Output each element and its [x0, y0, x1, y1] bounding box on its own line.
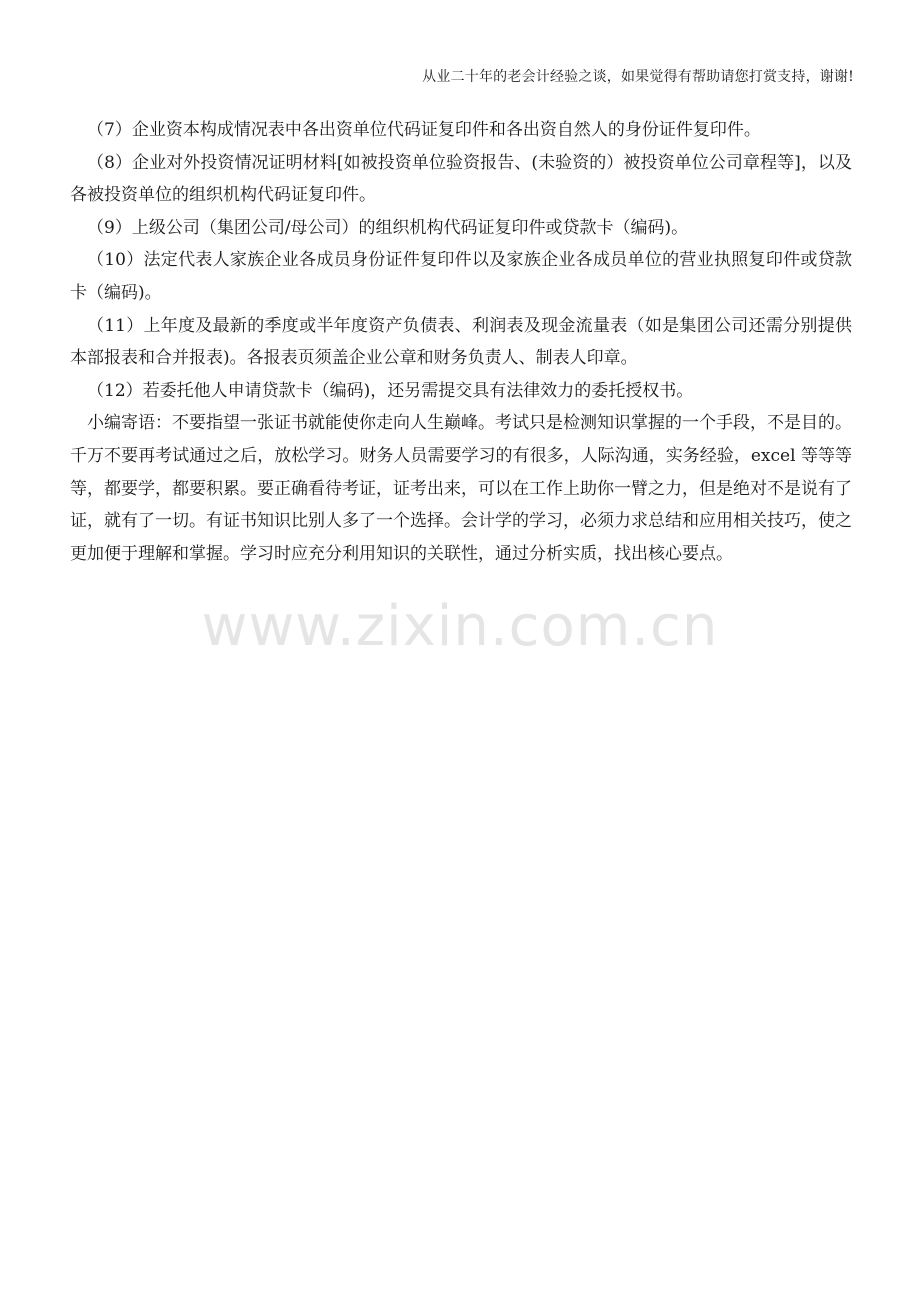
header-divider	[70, 90, 852, 91]
document-body	[70, 114, 852, 570]
paragraph-item-9: （9）上级公司（集团公司/母公司）的组织机构代码证复印件或贷款卡（编码)。	[87, 217, 689, 238]
paragraph-item-8: （8）企业对外投资情况证明材料[如被投资单位验资报告、(未验资的）被投资单位公司章程等]，以及各被投资单位的组织机构代码证复印件。	[70, 152, 852, 206]
paragraph-item-11: （11）上年度及最新的季度或半年度资产负债表、利润表及现金流量表（如是集团公司还需分别提供本部报表和合并报表)。各报表页须盖企业公章和财务负责人、制表人印章。	[70, 315, 852, 369]
paragraph-item-12: （12）若委托他人申请贷款卡（编码)，还另需提交具有法律效力的委托授权书。	[87, 380, 694, 401]
paragraph-item-10: （10）法定代表人家族企业各成员身份证件复印件以及家族企业各成员单位的营业执照复印件或贷款卡（编码)。	[70, 250, 852, 303]
closing-paragraph: 小编寄语：不要指望一张证书就能使你走向人生巅峰。考试只是检测知识掌握的一个手段，不是目的。千万不要再考试通过之后，放松学习。财务人员需要学习的有很多，人际沟通，实务经验，excel 等等等等，都要学，都要积累。要正确看待考证，证考出来，可以在工作上助你一臂之力，但是绝对不是说有了证，就有了一切。有证书知识比别人多了一个选择。会计学的学习，必须力求总结和应用相关技巧，使之更加便于理解和掌握。学习时应充分利用知识的关联性，通过分析实质，找出核心要点。	[70, 413, 852, 564]
paragraph-item-7: （7）企业资本构成情况表中各出资单位代码证复印件和各出资自然人的身份证件复印件。	[87, 120, 761, 140]
header-note: 从业二十年的老会计经验之谈，如果觉得有帮助请您打赏支持，谢谢!	[422, 69, 854, 85]
watermark-text: www.zixin.com.cn	[201, 594, 719, 659]
